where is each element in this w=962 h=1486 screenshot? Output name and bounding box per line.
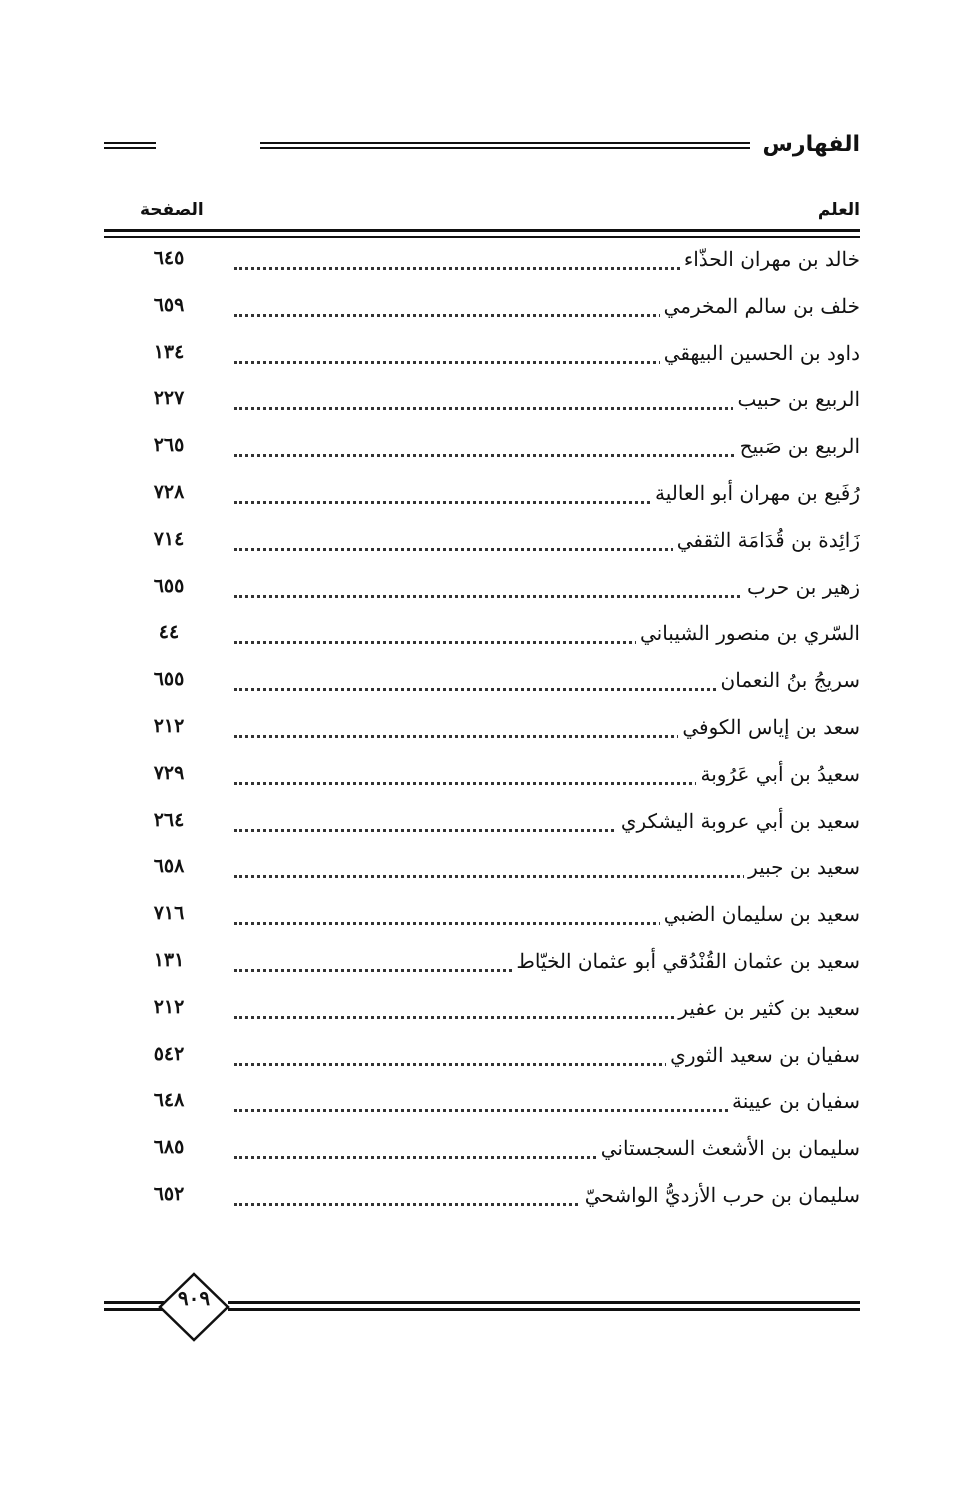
- index-entry: [104, 1041, 860, 1088]
- index-entry: [104, 292, 860, 339]
- column-head-name: العلم: [817, 200, 860, 220]
- footer-rule-left: [104, 1301, 164, 1311]
- index-entry: [104, 432, 860, 479]
- entry-name: زهير بن حرب: [743, 575, 860, 599]
- entry-page: ٦٤٥: [153, 247, 185, 269]
- column-head-page: الصفحة: [140, 200, 204, 220]
- header-rule-main: [260, 142, 750, 149]
- entry-page: ٧٢٨: [153, 480, 185, 503]
- footer-rule-right: [228, 1301, 860, 1311]
- entry-page: ٤٤: [158, 621, 180, 644]
- entry-name: سعد بن إياس الكوفي: [678, 715, 860, 739]
- index-entry: [104, 339, 860, 386]
- entry-name: سعيدُ بن أبي عَرُوبة: [696, 762, 860, 786]
- index-entry: [104, 1181, 860, 1228]
- entry-name: سعيد بن جبير: [744, 855, 860, 879]
- entry-page: ٢١٢: [153, 714, 185, 737]
- entry-page: ٢٦٤: [153, 808, 185, 831]
- entry-page: ١٣١: [153, 948, 185, 971]
- entry-page: ٢٦٥: [153, 434, 185, 457]
- entry-name: الربيع بن حبيب: [733, 387, 860, 411]
- index-entry: [104, 573, 860, 620]
- entry-name: سعيد بن سليمان الضبي: [660, 902, 860, 926]
- entry-page: ٧٢٩: [153, 761, 185, 784]
- index-entry: [104, 385, 860, 432]
- index-entry: [104, 1087, 860, 1134]
- entry-name: سريجُ بنُ النعمان: [717, 668, 860, 692]
- page-footer: [104, 1280, 860, 1336]
- entry-name: السّري بن منصور الشيباني: [636, 621, 860, 645]
- index-entry: [104, 1134, 860, 1181]
- entry-name: داود بن الحسين البيهقي: [660, 341, 860, 365]
- entry-name: خالد بن مهران الحذّاء: [680, 247, 860, 271]
- index-entry: [104, 760, 860, 807]
- index-entries: [104, 245, 860, 1228]
- entry-name: سليمان بن حرب الأزديُّ الواشحيّ: [581, 1183, 860, 1207]
- index-entry: [104, 807, 860, 854]
- index-entry: [104, 666, 860, 713]
- entry-page: ٢٢٧: [153, 387, 185, 410]
- entry-name: خلف بن سالم المخرمي: [660, 294, 860, 318]
- entry-name: سعيد بن كثير بن عفير: [674, 996, 860, 1020]
- running-header: [104, 130, 860, 160]
- header-rule-left: [104, 142, 156, 149]
- entry-page: ٦٥٥: [153, 668, 185, 691]
- index-entry: [104, 713, 860, 760]
- header-title: الفهارس: [762, 132, 860, 157]
- index-entry: [104, 947, 860, 994]
- entry-page: ٦٨٥: [153, 1136, 185, 1159]
- index-entry: [104, 994, 860, 1041]
- entry-page: ٦٤٨: [153, 1089, 185, 1112]
- index-entry: [104, 245, 860, 292]
- entry-page: ٦٥٢: [153, 1182, 185, 1205]
- entry-name: سعيد بن أبي عروبة اليشكري: [617, 809, 860, 833]
- page-number: ٩٠٩: [177, 1286, 211, 1310]
- entry-page: ٧١٦: [153, 902, 185, 925]
- entry-name: سليمان بن الأشعث السجستاني: [597, 1136, 860, 1160]
- entry-page: ٧١٤: [153, 527, 185, 550]
- entry-name: رُفَيع بن مهران أبو العالية: [651, 481, 860, 505]
- index-entry: [104, 526, 860, 573]
- entry-page: ٦٥٨: [153, 855, 185, 878]
- entry-name: سفيان بن عيينة: [728, 1089, 860, 1113]
- entry-page: ١٣٤: [153, 340, 185, 363]
- column-head-rule: [104, 229, 860, 238]
- entry-name: زَائِدة بن قُدَامَة الثقفي: [673, 528, 860, 552]
- entry-page: ٥٤٢: [153, 1042, 185, 1065]
- entry-page: ٢١٢: [153, 995, 185, 1018]
- index-entry: [104, 619, 860, 666]
- entry-page: ٦٥٩: [153, 293, 185, 316]
- entry-page: ٦٥٥: [153, 574, 185, 597]
- index-entry: [104, 479, 860, 526]
- entry-name: سفيان بن سعيد الثوري: [666, 1043, 860, 1067]
- entry-name: سعيد بن عثمان القُنْدُقي أبو عثمان الخيّاط: [512, 949, 860, 973]
- index-entry: [104, 853, 860, 900]
- entry-name: الربيع بن صَبيح: [736, 434, 860, 458]
- index-entry: [104, 900, 860, 947]
